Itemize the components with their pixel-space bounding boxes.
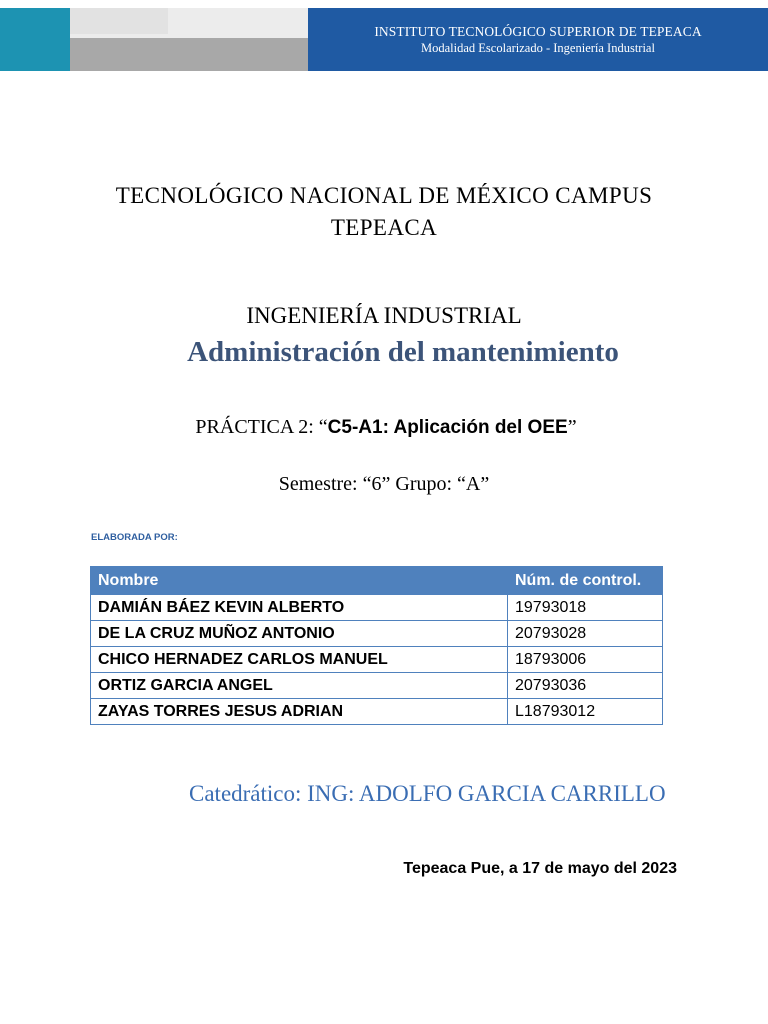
member-control: L18793012 xyxy=(508,699,663,725)
table-row xyxy=(91,595,663,621)
member-name: ORTIZ GARCIA ANGEL xyxy=(91,673,508,699)
header-gray-band xyxy=(66,38,308,71)
table-row xyxy=(91,621,663,647)
header-modality: Modalidad Escolarizado - Ingeniería Industrial xyxy=(421,41,655,55)
member-control: 18793006 xyxy=(508,647,663,673)
institution-title-line2: TEPEACA xyxy=(330,215,438,240)
header-control: Núm. de control. xyxy=(508,567,663,595)
member-name: DE LA CRUZ MUÑOZ ANTONIO xyxy=(91,621,508,647)
header-institute-banner xyxy=(308,8,768,71)
elaborated-by-label: ELABORADA POR: xyxy=(91,532,178,543)
practice-name: C5-A1: Aplicación del OEE xyxy=(327,417,568,438)
header-institute-name: INSTITUTO TECNOLÓGICO SUPERIOR DE TEPEACA xyxy=(374,24,702,39)
institution-title xyxy=(0,180,768,244)
table-row xyxy=(91,699,663,725)
header-white-box xyxy=(70,8,168,34)
members-table xyxy=(90,566,663,725)
practice-suffix: ” xyxy=(567,416,577,438)
table-row xyxy=(91,673,663,699)
member-control: 20793028 xyxy=(508,621,663,647)
career-name: INGENIERÍA INDUSTRIAL xyxy=(246,303,522,328)
member-name: DAMIÁN BÁEZ KEVIN ALBERTO xyxy=(91,595,508,621)
table-header-row xyxy=(91,567,663,595)
member-name: CHICO HERNADEZ CARLOS MANUEL xyxy=(91,647,508,673)
teacher-name: Catedrático: ING: ADOLFO GARCIA CARRILLO xyxy=(189,781,666,806)
member-name: ZAYAS TORRES JESUS ADRIAN xyxy=(91,699,508,725)
course-name: Administración del mantenimiento xyxy=(187,336,619,368)
semester-group: Semestre: “6” Grupo: “A” xyxy=(278,473,490,495)
member-control: 20793036 xyxy=(508,673,663,699)
table-row xyxy=(91,647,663,673)
place-date: Tepeaca Pue, a 17 de mayo del 2023 xyxy=(403,860,677,877)
practice-prefix: PRÁCTICA 2: “ xyxy=(195,416,328,438)
member-control: 19793018 xyxy=(508,595,663,621)
header-teal-block xyxy=(0,8,70,71)
practice-title xyxy=(2,413,768,442)
institution-title-line1: TECNOLÓGICO NACIONAL DE MÉXICO CAMPUS xyxy=(115,183,653,208)
header-name: Nombre xyxy=(91,567,508,595)
